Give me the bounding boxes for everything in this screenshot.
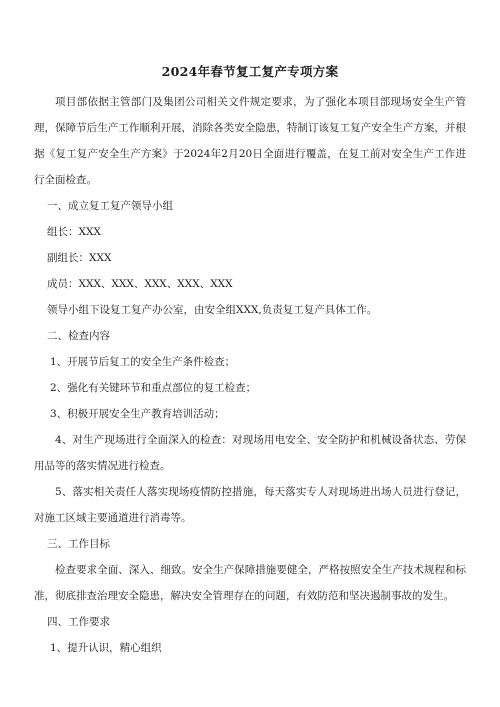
section-heading-2: 二、检查内容	[47, 330, 110, 342]
requirement-item-1: 1、提升认识，精心组织	[50, 642, 162, 654]
goal-paragraph: 检查要求全面、深入、细致。安全生产保障措施要健全，严格按照安全生产技术规程和标准，彻底排查治理安全隐患，解决安全管理存在的问题，有效防范和坚决遏制事故的发生。	[34, 564, 466, 602]
check-item-1: 1、开展节后复工的安全生产条件检查；	[50, 356, 236, 368]
leader-line: 组长：XXX	[47, 226, 101, 238]
section-heading-3: 三、工作目标	[47, 538, 110, 550]
section-heading-1: 一、成立复工复产领导小组	[47, 200, 173, 212]
check-item-2: 2、强化有关键环节和重点部位的复工检查；	[50, 382, 257, 394]
document-body	[34, 89, 466, 661]
document-title: 2024年春节复工复产专项方案	[161, 64, 339, 79]
intro-paragraph: 项目部依据主管部门及集团公司相关文件规定要求，为了强化本项目部现场安全生产管理，保障节后生产工作顺利开展，消除各类安全隐患，特制订该复工复产安全生产方案，并根据《复工复产安全生产方案》于2024年2月20日全面进行覆盖，在复工前对安全生产工作进行全面检查。	[34, 96, 466, 186]
check-item-4: 4、对生产现场进行全面深入的检查：对现场用电安全、安全防护和机械设备状态、劳保用品等的落实情况进行检查。	[34, 434, 466, 472]
check-item-5: 5、落实相关责任人落实现场疫情防控措施，每天落实专人对现场进出场人员进行登记，对施工区域主要通道进行消毒等。	[34, 486, 466, 524]
check-item-3: 3、积极开展安全生产教育培训活动；	[50, 408, 225, 420]
section-heading-4: 四、工作要求	[47, 616, 110, 628]
deputy-line: 副组长：XXX	[47, 252, 112, 264]
office-line: 领导小组下设复工复产办公室，由安全组XXX,负责复工复产具体工作。	[47, 304, 378, 316]
members-line: 成员：XXX、XXX、XXX、XXX、XXX	[47, 278, 233, 290]
